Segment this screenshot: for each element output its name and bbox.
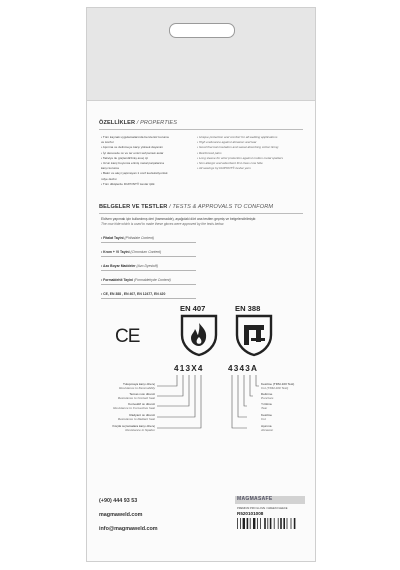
legend-en: Resistance to Radiant heat: [117, 416, 155, 421]
legend-tr: Tutuşmaya karşı direnç: [122, 382, 155, 386]
tests-title-en: / TESTS & APPROVALS TO CONFORM: [169, 204, 274, 210]
list-item: • High endurance against abrasion and tear: [197, 140, 257, 145]
barcode-bar: [270, 518, 272, 529]
list-item: • Non allergic and adsorbent first class cow hide: [197, 161, 263, 166]
legend-tr: Kesilme (TDM-100 Test): [261, 382, 295, 386]
barcode-bar: [287, 518, 288, 529]
barcode-bar: [280, 518, 282, 529]
product-code: R520101008: [237, 511, 264, 516]
barcode-bar: [247, 518, 249, 529]
properties-title-tr: ÖZELLİKLER: [99, 120, 136, 126]
list-item: • All sewings by DUPONT® kevlar yarn: [197, 166, 251, 171]
legend-en: Resistance to Spatter: [125, 427, 155, 432]
legend-tr: Yırtılma: [261, 402, 272, 406]
barcode-bar: [240, 518, 241, 529]
test-item-note: (Formaldehyde Content): [133, 278, 171, 282]
tests-intro-en: The cow hide which is used to make these gloves were approved by the tests below.: [101, 222, 225, 226]
en407-label: EN 407: [180, 304, 206, 313]
legend-en: Resistance to Convective heat: [113, 405, 155, 410]
test-item-note: (Chromium Content): [129, 250, 162, 254]
product-name: PREMIUM PRO GLOVE / GREEN FLEECE: [237, 507, 288, 510]
test-item-note: (Azo Dyestuff): [135, 264, 159, 268]
legend-item-right: [261, 393, 311, 401]
list-item: • Bakır ve aleyi yapmayan 1 conf kevlekstiyonluk: [101, 171, 168, 176]
en388-code: 4343A: [228, 364, 259, 373]
legend-tr: Küçük sıçramalara karşı direnç: [112, 424, 155, 428]
barcode-bar: [253, 518, 255, 529]
legend-en: Tear: [261, 405, 268, 410]
list-item: • Tüm kaynak uygulamalarında benzersiz koruma: [101, 135, 169, 139]
test-item-name: • CE, EN 388 , EN 407, EN 12477, EN 420: [101, 292, 166, 296]
legend-item-left: [101, 414, 155, 422]
legend-item-right: [261, 414, 311, 422]
list-item: karşı koruma: [101, 166, 119, 171]
barcode-bar: [274, 518, 275, 529]
list-item: • Takviye ile güçlendirilmiş avuç içi: [101, 155, 148, 160]
legend-en: Resistance to Contact heat: [117, 395, 155, 400]
legend-tr: Delinme: [261, 392, 273, 396]
legend-item-left: [101, 393, 155, 401]
test-item-name: • Krom + VI Tayini: [101, 250, 130, 254]
barcode-bar: [283, 518, 285, 529]
test-item-note: (Phthalate Content): [123, 236, 154, 240]
brand-name: MAGMASAFE: [237, 496, 273, 502]
legend-tr: Kesilme: [261, 413, 273, 417]
legend-item-right: [261, 383, 311, 391]
list-item: • İyi derecede ısı ve ter emici saf pamuk astar: [101, 150, 164, 155]
barcode-bar: [291, 518, 292, 529]
contact-web: magmaweld.com: [99, 512, 143, 518]
packaging-card: [86, 7, 316, 562]
barcode-bar: [257, 518, 258, 529]
legend-en: Cut (TDM-100 Test): [261, 385, 289, 390]
barcode-bar: [237, 518, 238, 529]
tests-intro-tr: Eldiven yapımak için kullanılmış deri (hammadde), aşağıdaki dört ana testten geçmiş ve belgelendirilmiştir.: [101, 217, 257, 221]
legend-item-right: [261, 425, 311, 433]
list-item: • Unique protection and comfort for all welding applications: [197, 135, 278, 139]
legend-tr: Konvektif ısı direnci: [128, 402, 155, 406]
barcode-bar: [260, 518, 261, 529]
list-item: • Uzun kanç boyunca erimiş metal parçalarına: [101, 161, 164, 166]
legend-tr: Temas ısısı direnci: [129, 392, 155, 396]
properties-title-en: / PROPERTIES: [136, 120, 178, 126]
list-item: • Aşınma ve delinmeye karşı yüksek dayanım: [101, 145, 164, 150]
list-item: • Tüm dikişlerde DUPONT® kevlar iplik: [101, 181, 155, 186]
list-item: ndye dezisi: [101, 176, 117, 181]
en407-code: 413X4: [174, 364, 204, 373]
legend-item-right: [261, 403, 311, 411]
list-item: • Good thermal insulation and sweat absorbing cotton lining: [197, 145, 279, 150]
barcode-bar: [294, 518, 296, 529]
legend-tr: Aşınma: [261, 424, 272, 428]
legend-en: Puncture: [261, 395, 274, 400]
legend-en: Resistance to flammability: [119, 385, 155, 390]
legend-item-left: [101, 425, 155, 433]
legend-tr: Radyant ısı direnci: [129, 413, 155, 417]
contact-phone: (+90) 444 93 53: [99, 498, 138, 504]
list-item: • Long sleeve for wrist protection against molten metal spatters: [197, 155, 284, 160]
legend-en: Abrasion: [261, 427, 274, 432]
tests-title-tr: BELGELER VE TESTLER: [99, 204, 168, 210]
barcode-bar: [243, 518, 245, 529]
en388-label: EN 388: [235, 304, 261, 313]
test-item-name: • Formaldehit Tayini: [101, 278, 134, 282]
legend-item-left: [101, 403, 155, 411]
test-item-name: • Azo Boyar Maddeler: [101, 264, 136, 268]
barcode-bar: [250, 518, 251, 529]
contact-email: info@magmaweld.com: [99, 526, 158, 532]
legend-en: Cut: [261, 416, 266, 421]
list-item: ve konfor: [101, 140, 114, 145]
barcode-bar: [264, 518, 266, 529]
barcode-bar: [278, 518, 279, 529]
list-item: • Reinforced palm: [197, 150, 222, 155]
barcode-bar: [267, 518, 268, 529]
test-item-name: • Fitalat Tayini: [101, 236, 124, 240]
ce-mark: CE: [115, 326, 140, 347]
barcode: [237, 518, 303, 529]
legend-item-left: [101, 383, 155, 391]
